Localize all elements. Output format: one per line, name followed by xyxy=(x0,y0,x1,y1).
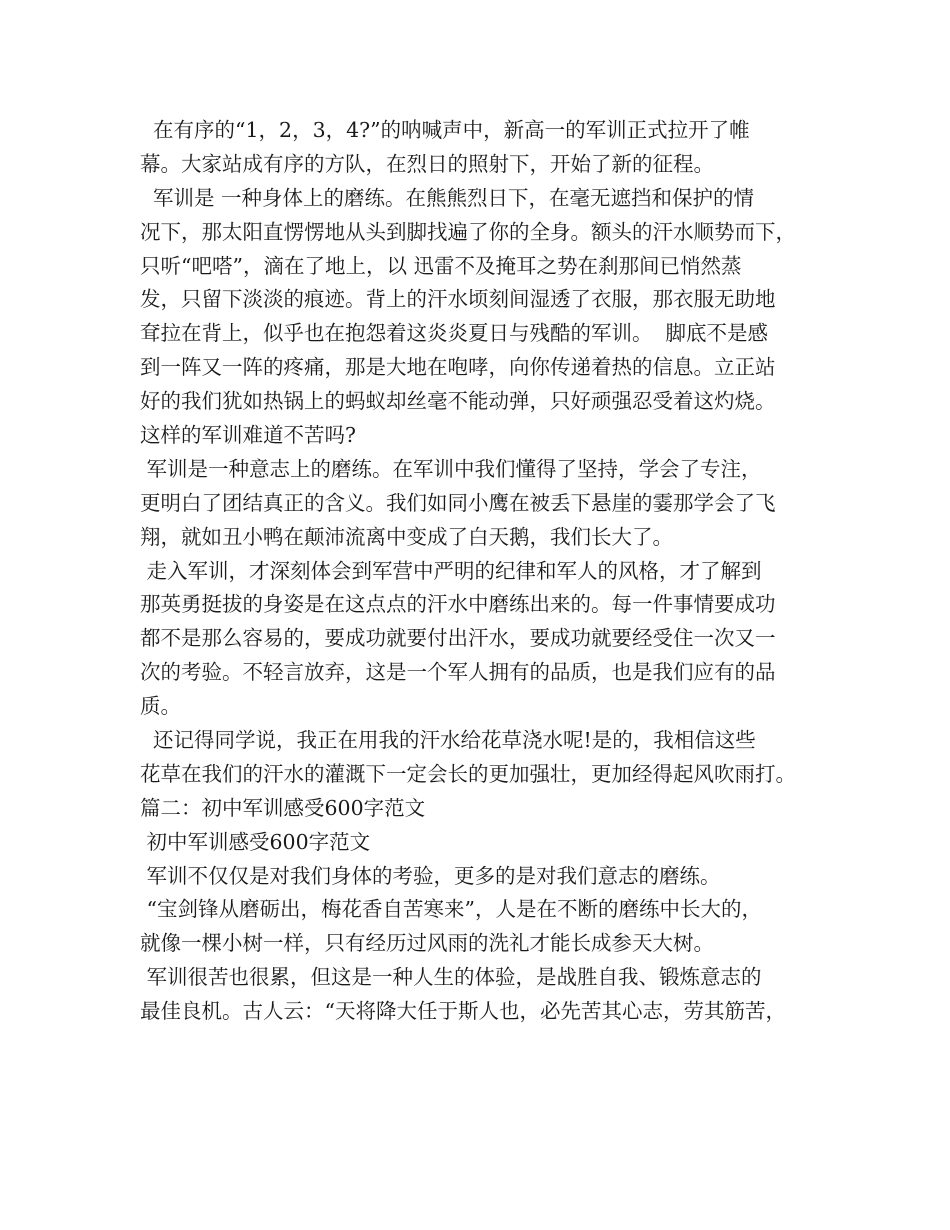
text-line: 花草在我们的汗水的灌溉下一定会长的更加强壮，更加经得起风吹雨打。 xyxy=(140,761,796,786)
text-line: 就像一棵小树一样，只有经历过风雨的洗礼才能长成参天大树。 xyxy=(140,931,714,956)
text-line: 走入军训，才深刻体会到军营中严明的纪律和军人的风格，才了解到 xyxy=(140,558,762,583)
document-body xyxy=(140,114,830,1029)
text-line: 更明白了团结真正的含义。我们如同小鹰在被丢下悬崖的霎那学会了飞 xyxy=(140,490,776,515)
text-line: 最佳良机。古人云：“天将降大任于斯人也，必先苦其心志，劳其筋苦， xyxy=(140,999,786,1024)
text-line: 军训不仅仅是对我们身体的考验，更多的是对我们意志的磨练。 xyxy=(140,863,721,888)
text-line: 次的考验。不轻言放弃，这是一个军人拥有的品质，也是我们应有的品 xyxy=(140,660,776,685)
text-line: 在有序的“1，2，3，4?”的呐喊声中，新高一的军训正式拉开了帷 xyxy=(140,118,750,142)
text-line: 翔，就如丑小鸭在颠沛流离中变成了白天鹅，我们长大了。 xyxy=(140,524,673,549)
text-line: 这样的军训难道不苦吗? xyxy=(140,423,356,448)
text-line: 幕。大家站成有序的方队，在烈日的照射下，开始了新的征程。 xyxy=(140,151,714,176)
text-line: 军训很苦也很累，但这是一种人生的体验，是战胜自我、锻炼意志的 xyxy=(140,965,762,990)
text-line: 耷拉在背上，似乎也在抱怨着这炎炎夏日与残酷的军训。 脚底不是感 xyxy=(140,321,769,346)
text-line: 篇二：初中军训感受600字范文 xyxy=(140,795,426,820)
text-line: 好的我们犹如热锅上的蚂蚁却丝毫不能动弹，只好顽强忍受着这灼烧。 xyxy=(140,389,776,414)
text-line: “宝剑锋从磨砺出，梅花香自苦寒来”，人是在不断的磨练中长大的， xyxy=(140,897,762,922)
text-line: 军训是一种意志上的磨练。在军训中我们懂得了坚持，学会了专注， xyxy=(140,456,762,481)
text-line: 都不是那么容易的，要成功就要付出汗水，要成功就要经受住一次又一 xyxy=(140,626,776,651)
text-line: 质。 xyxy=(140,694,181,719)
text-line: 军训是 一种身体上的磨练。在熊熊烈日下，在毫无遮挡和保护的情 xyxy=(140,185,755,210)
text-line: 还记得同学说，我正在用我的汗水给花草浇水呢!是的，我相信这些 xyxy=(140,728,756,753)
text-line: 到一阵又一阵的疼痛，那是大地在咆哮，向你传递着热的信息。立正站 xyxy=(140,355,776,380)
text-line: 初中军训感受600字范文 xyxy=(140,829,371,854)
text-line: 况下，那太阳直愣愣地从头到脚找遍了你的全身。额头的汗水顺势而下， xyxy=(140,219,796,244)
text-line: 只听“吧嗒”，滴在了地上，以 迅雷不及掩耳之势在刹那间已悄然蒸 xyxy=(140,253,742,278)
text-line: 发，只留下淡淡的痕迹。背上的汗水顷刻间湿透了衣服，那衣服无助地 xyxy=(140,287,776,312)
text-line: 那英勇挺拔的身姿是在这点点的汗水中磨练出来的。每一件事情要成功 xyxy=(140,592,776,617)
